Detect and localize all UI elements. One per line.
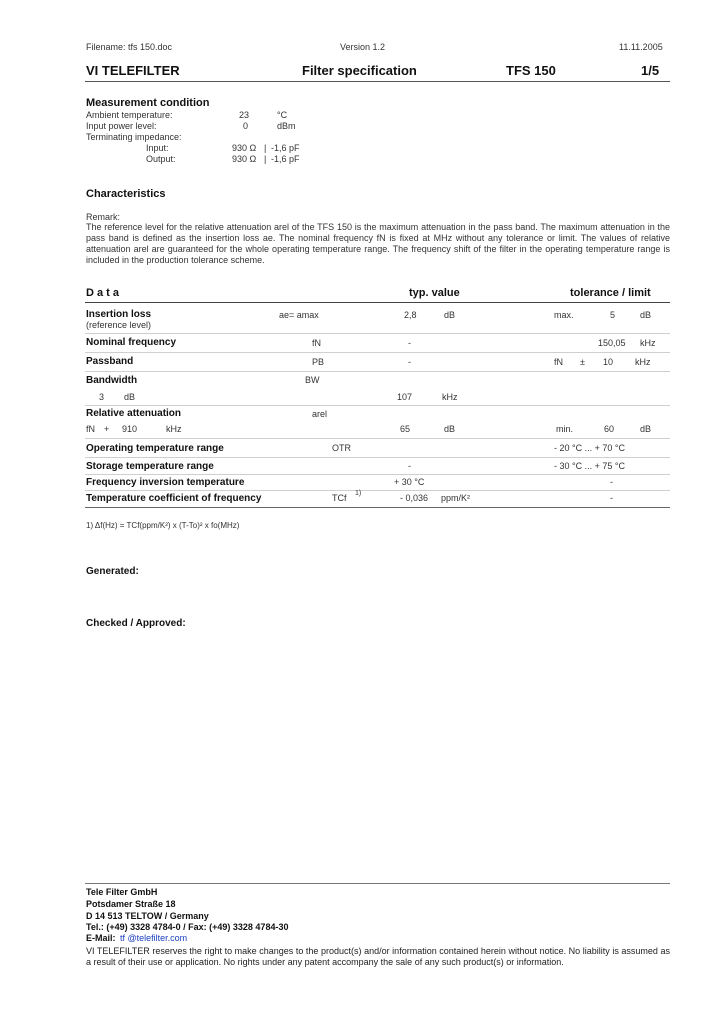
insertion-tol-unit: dB	[640, 310, 652, 320]
output-cap: -1,6 pF	[271, 154, 300, 164]
passband-tol-pm: ±	[580, 357, 585, 367]
footer-email-label: E-Mail:	[86, 933, 116, 943]
header-rule	[85, 81, 670, 82]
tcf-label: Temperature coefficient of frequency	[86, 493, 262, 504]
passband-typ: -	[408, 357, 411, 367]
passband-symbol: PB	[312, 357, 325, 367]
tcf-typ: - 0,036	[400, 493, 429, 503]
footer-city: D 14 513 TELTOW / Germany	[86, 911, 209, 921]
insertion-typ: 2,8	[404, 310, 417, 320]
ambient-unit: °C	[277, 110, 288, 120]
measurement-title: Measurement condition	[86, 97, 210, 109]
footer-rule	[85, 883, 670, 884]
version: Version 1.2	[340, 42, 386, 52]
tcf-symbol: TCf	[332, 493, 347, 503]
row-divider	[85, 352, 670, 353]
rel-att-offset-unit: kHz	[166, 424, 182, 434]
power-label: Input power level:	[86, 121, 157, 131]
input-value: 930 Ω	[232, 143, 257, 153]
rel-att-tol-unit: dB	[640, 424, 652, 434]
row-divider	[85, 333, 670, 334]
input-label: Input:	[146, 143, 169, 153]
logo: VI TELEFILTER	[86, 63, 180, 78]
filename: Filename: tfs 150.doc	[86, 42, 173, 52]
bw-level-unit: dB	[124, 392, 136, 402]
row-divider	[85, 457, 670, 458]
remark-text: The reference level for the relative attenuation arel of the TFS 150 is the maximum attenuation in the pass band. The maximum attenuation in the pass band is defined as the insertion loss ae. The nominal frequency fN is fixed at MHz without any tolerance or limit. The values of relative attenuation arel are guaranteed for the whole operating temperature range. The frequency shift of the filter in the operating temperature range is included in the production tolerance scheme.	[86, 222, 670, 265]
rel-att-symbol: arel	[312, 409, 328, 419]
insertion-loss-label: Insertion loss	[86, 309, 152, 320]
rel-att-ref: fN	[86, 424, 95, 434]
passband-tol: 10	[603, 357, 614, 367]
col-typ: typ. value	[409, 287, 460, 299]
footer-disclaimer: VI TELEFILTER reserves the right to make changes to the product(s) and/or information contained herein without notice. No liability is assumed as a result of their use or application. No rights under any patent accompany the sale of any such product(s) or information.	[86, 946, 670, 967]
passband-tol-unit: kHz	[635, 357, 651, 367]
reference-level-label: (reference level)	[86, 320, 152, 330]
footer-email-link[interactable]: tf @telefilter.com	[120, 933, 188, 943]
inversion-tol: -	[610, 477, 613, 487]
passband-label: Passband	[86, 356, 134, 367]
passband-tol-ref: fN	[554, 357, 563, 367]
footer-street: Potsdamer Straße 18	[86, 899, 176, 909]
impedance-label: Terminating impedance:	[86, 132, 182, 142]
col-data: D a t a	[86, 287, 120, 299]
divider-bar: |	[264, 143, 267, 153]
footer-phone: Tel.: (+49) 3328 4784-0 / Fax: (+49) 3328 4784-30	[86, 922, 289, 932]
row-divider	[85, 490, 670, 491]
otr-symbol: OTR	[332, 443, 351, 453]
rel-att-typ: 65	[400, 424, 411, 434]
insertion-symbol: ae= amax	[279, 310, 319, 320]
footer-company: Tele Filter GmbH	[86, 887, 158, 897]
nominal-typ: -	[408, 338, 411, 348]
rel-att-plus: +	[104, 424, 110, 434]
output-label: Output:	[146, 154, 176, 164]
storage-typ: -	[408, 461, 411, 471]
generated-label: Generated:	[86, 566, 139, 577]
output-value: 930 Ω	[232, 154, 257, 164]
table-bottom-rule	[85, 507, 670, 508]
storage-label: Storage temperature range	[86, 461, 214, 472]
tcf-tol: -	[610, 493, 613, 503]
inversion-typ: + 30 °C	[394, 477, 425, 487]
part-number: TFS 150	[506, 63, 556, 78]
bw-level: 3	[99, 392, 105, 402]
rel-att-tol-label: min.	[556, 424, 574, 434]
page-number: 1/5	[641, 63, 660, 78]
nominal-tol: 150,05	[598, 338, 626, 348]
otr-label: Operating temperature range	[86, 443, 224, 454]
bandwidth-symbol: BW	[305, 375, 320, 385]
storage-tol: - 30 °C ... + 75 °C	[554, 461, 625, 471]
bw-unit: kHz	[442, 392, 458, 402]
otr-tol: - 20 °C ... + 70 °C	[554, 443, 625, 453]
ambient-value: 23	[239, 110, 250, 120]
rel-att-unit: dB	[444, 424, 456, 434]
power-unit: dBm	[277, 121, 296, 131]
table-top-rule	[85, 302, 670, 303]
insertion-unit: dB	[444, 310, 456, 320]
input-cap: -1,6 pF	[271, 143, 300, 153]
bw-typ: 107	[397, 392, 413, 402]
tcf-unit: ppm/K²	[441, 493, 471, 503]
tcf-footnote-mark: 1)	[355, 490, 362, 497]
divider-bar: |	[264, 154, 267, 164]
bandwidth-label: Bandwidth	[86, 375, 138, 386]
characteristics-title: Characteristics	[86, 188, 166, 200]
nominal-symbol: fN	[312, 338, 321, 348]
nominal-label: Nominal frequency	[86, 337, 177, 348]
row-divider	[85, 438, 670, 439]
nominal-tol-unit: kHz	[640, 338, 656, 348]
row-divider	[85, 474, 670, 475]
row-divider	[85, 371, 670, 372]
insertion-tol: 5	[610, 310, 616, 320]
doc-date: 11.11.2005	[619, 42, 663, 52]
footnote: 1) Δf(Hz) = TCf(ppm/K²) x (T-To)² x fo(MHz)	[86, 521, 240, 530]
rel-att-tol: 60	[604, 424, 615, 434]
row-divider	[85, 405, 670, 406]
insertion-tol-label: max.	[554, 310, 574, 320]
remark-label: Remark:	[86, 212, 121, 222]
col-tol: tolerance / limit	[570, 287, 651, 299]
rel-att-label: Relative attenuation	[86, 408, 182, 419]
rel-att-offset: 910	[122, 424, 138, 434]
power-value: 0	[243, 121, 249, 131]
doc-title: Filter specification	[302, 63, 417, 78]
ambient-label: Ambient temperature:	[86, 110, 173, 120]
checked-label: Checked / Approved:	[86, 618, 186, 629]
inversion-label: Frequency inversion temperature	[86, 477, 245, 488]
